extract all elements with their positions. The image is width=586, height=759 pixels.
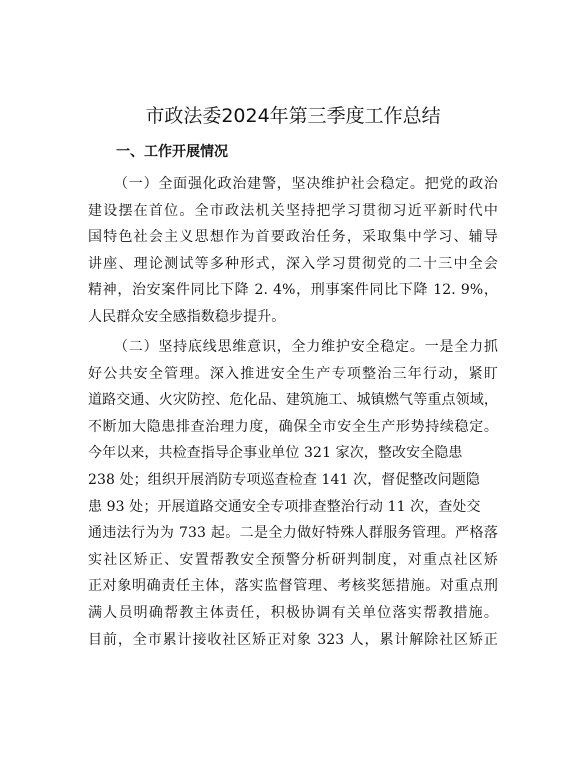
paragraph-line: 好公共安全管理。深入推进安全生产专项整治三年行动，紧盯 (88, 365, 498, 382)
paragraph-1 (88, 171, 498, 331)
paragraph-line: 国特色社会主义思想作为首要政治任务，采取集中学习、辅导 (88, 229, 498, 246)
paragraph-line: 目前，全市累计接收社区矫正对象 323 人，累计解除社区矫正 (88, 631, 498, 648)
paragraph-2 (88, 334, 498, 653)
paragraph-line: 正对象明确责任主体，落实监督管理、考核奖惩措施。对重点刑 (88, 578, 498, 595)
paragraph-line: 满人员明确帮教主体责任，积极协调有关单位落实帮教措施。 (88, 604, 498, 621)
paragraph-line: 道路交通、火灾防控、危化品、建筑施工、城镇燃气等重点领域， (88, 392, 498, 409)
paragraph-line: 讲座、理论测试等多种形式，深入学习贯彻党的二十三中全会 (88, 255, 498, 272)
paragraph-line: 建设摆在首位。全市政法机关坚持把学习贯彻习近平新时代中 (88, 202, 498, 219)
paragraph-line: 238 处；组织开展消防专项巡查检查 141 次，督促整改问题隐 (88, 471, 480, 488)
section-heading: 一、工作开展情况 (116, 144, 228, 160)
paragraph-line: 精神，治安案件同比下降 2. 4%，刑事案件同比下降 12. 9%， (88, 282, 498, 299)
paragraph-line: 通违法行为为 733 起。二是全力做好特殊人群服务管理。严格落 (88, 525, 498, 542)
paragraph-line: 人民群众安全感指数稳步提升。 (88, 308, 286, 325)
document-title: 市政法委2024年第三季度工作总结 (145, 105, 441, 127)
paragraph-line: 不断加大隐患排查治理力度，确保全市安全生产形势持续稳定。 (88, 418, 498, 435)
paragraph-line: （二）坚持底线思维意识，全力维护安全稳定。一是全力抓 (114, 339, 498, 355)
paragraph-line: 实社区矫正、安置帮教安全预警分析研判制度，对重点社区矫 (88, 551, 498, 568)
paragraph-line: 患 93 处；开展道路交通安全专项排查整治行动 11 次，查处交 (88, 498, 481, 515)
paragraph-line: （一）全面强化政治建警，坚决维护社会稳定。把党的政治 (114, 176, 498, 192)
paragraph-line: 今年以来，共检查指导企事业单位 321 家次，整改安全隐患 (88, 445, 463, 462)
